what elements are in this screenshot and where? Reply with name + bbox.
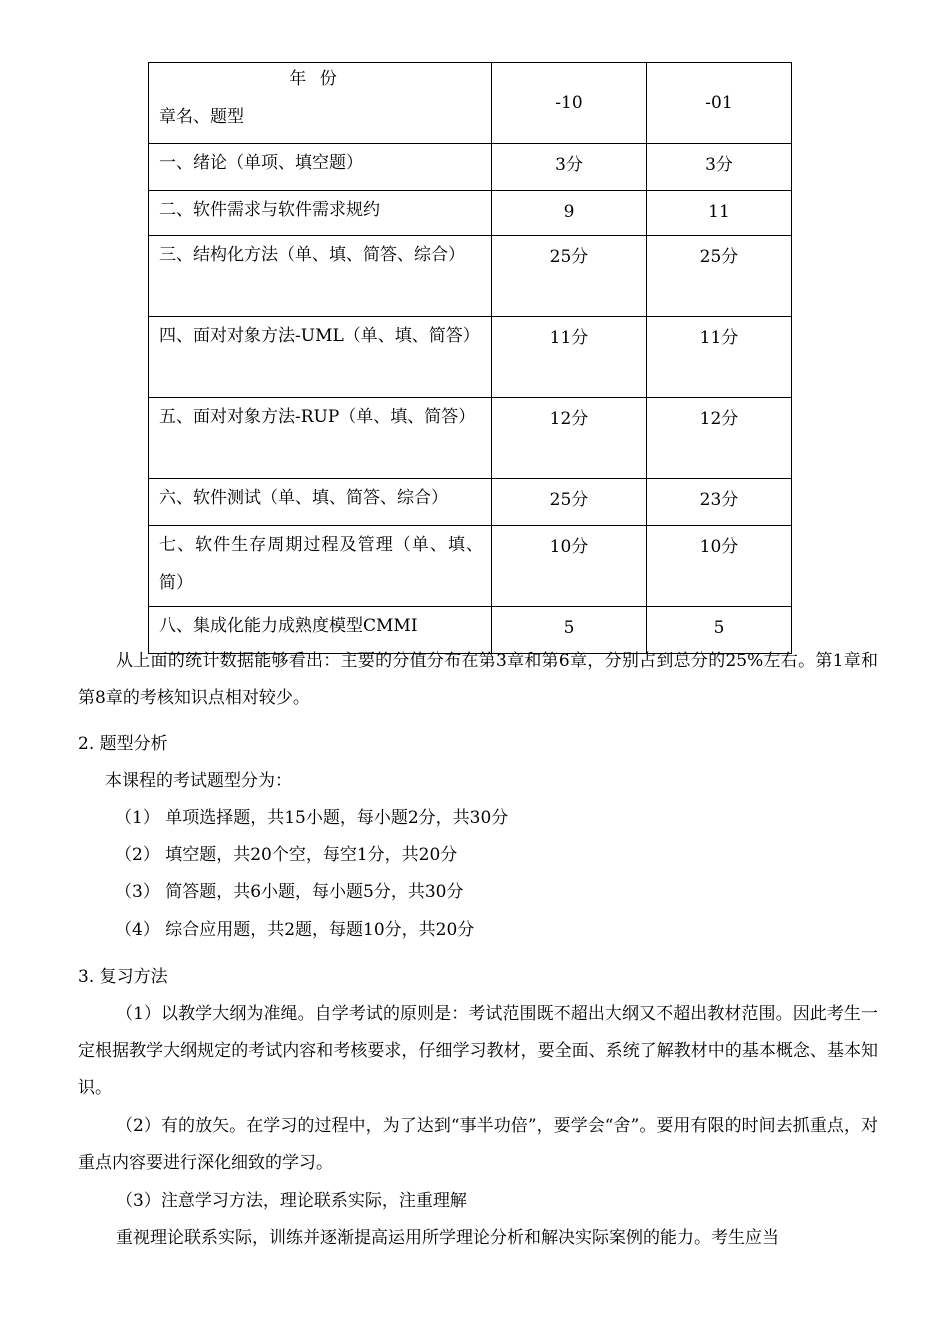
header-diagonal-cell [149, 63, 492, 144]
score-cell: 5 [647, 607, 792, 654]
score-cell: 3分 [647, 144, 792, 191]
header-year-label: 年 份 [289, 69, 341, 89]
score-cell: 11 [647, 191, 792, 236]
score-cell: 12分 [647, 398, 792, 479]
table-row [149, 144, 792, 191]
chapter-cell: 二、软件需求与软件需求规约 [149, 191, 492, 236]
section-heading-review-methods: 3. 复习方法 [78, 967, 168, 987]
chapter-cell: 四、面对对象方法-UML（单、填、简答） [149, 317, 492, 398]
score-cell: 25分 [492, 236, 647, 317]
question-type-item: （1） 单项选择题，共15小题，每小题2分，共30分 [115, 808, 509, 828]
score-cell: 10分 [647, 526, 792, 607]
table-header-row [149, 63, 792, 144]
score-cell: 9 [492, 191, 647, 236]
score-cell: 10分 [492, 526, 647, 607]
section-heading-question-types: 2. 题型分析 [78, 734, 168, 754]
score-cell: 25分 [647, 236, 792, 317]
table-row [149, 398, 792, 479]
table-row [149, 479, 792, 526]
score-distribution-table [148, 62, 792, 654]
review-method-paragraph-1: （1）以教学大纲为准绳。自学考试的原则是：考试范围既不超出大纲又不超出教材范围。因此考生一定根据教学大纲规定的考试内容和考核要求，仔细学习教材，要全面、系统了解教材中的基本概念、基本知识。 [78, 1004, 878, 1098]
score-cell: 11分 [492, 317, 647, 398]
score-cell: 23分 [647, 479, 792, 526]
question-type-item: （4） 综合应用题，共2题，每题10分，共20分 [115, 920, 475, 940]
table-row [149, 317, 792, 398]
chapter-cell: 八、集成化能力成熟度模型CMMI [149, 607, 492, 654]
chapter-cell: 一、绪论（单项、填空题） [149, 144, 492, 191]
review-method-paragraph-4: 重视理论联系实际，训练并逐渐提高运用所学理论分析和解决实际案例的能力。考生应当 [116, 1228, 779, 1248]
question-type-item: （2） 填空题，共20个空，每空1分，共20分 [115, 845, 458, 865]
summary-paragraph: 从上面的统计数据能够看出：主要的分值分布在第3章和第6章，分别占到总分的25%左右。第1章和第8章的考核知识点相对较少。 [78, 651, 878, 708]
score-cell: 5 [492, 607, 647, 654]
table-row [149, 236, 792, 317]
review-method-paragraph-3: （3）注意学习方法，理论联系实际，注重理解 [116, 1191, 467, 1211]
chapter-cell: 五、面对对象方法-RUP（单、填、简答） [149, 398, 492, 479]
score-cell: 25分 [492, 479, 647, 526]
header-chapter-label: 章名、题型 [159, 107, 244, 127]
column-header-1: -10 [492, 63, 647, 144]
column-header-2: -01 [647, 63, 792, 144]
score-cell: 3分 [492, 144, 647, 191]
question-type-item: （3） 简答题，共6小题，每小题5分，共30分 [115, 882, 464, 902]
chapter-cell: 三、结构化方法（单、填、简答、综合） [149, 236, 492, 317]
table-row [149, 191, 792, 236]
chapter-cell: 六、软件测试（单、填、简答、综合） [149, 479, 492, 526]
score-cell: 11分 [647, 317, 792, 398]
chapter-cell: 七、软件生存周期过程及管理（单、填、简） [149, 526, 492, 607]
score-cell: 12分 [492, 398, 647, 479]
question-types-intro: 本课程的考试题型分为： [105, 771, 292, 791]
review-method-paragraph-2: （2）有的放矢。在学习的过程中，为了达到“事半功倍”，要学会“舍”。要用有限的时间去抓重点，对重点内容要进行深化细致的学习。 [78, 1116, 878, 1173]
table-row [149, 526, 792, 607]
